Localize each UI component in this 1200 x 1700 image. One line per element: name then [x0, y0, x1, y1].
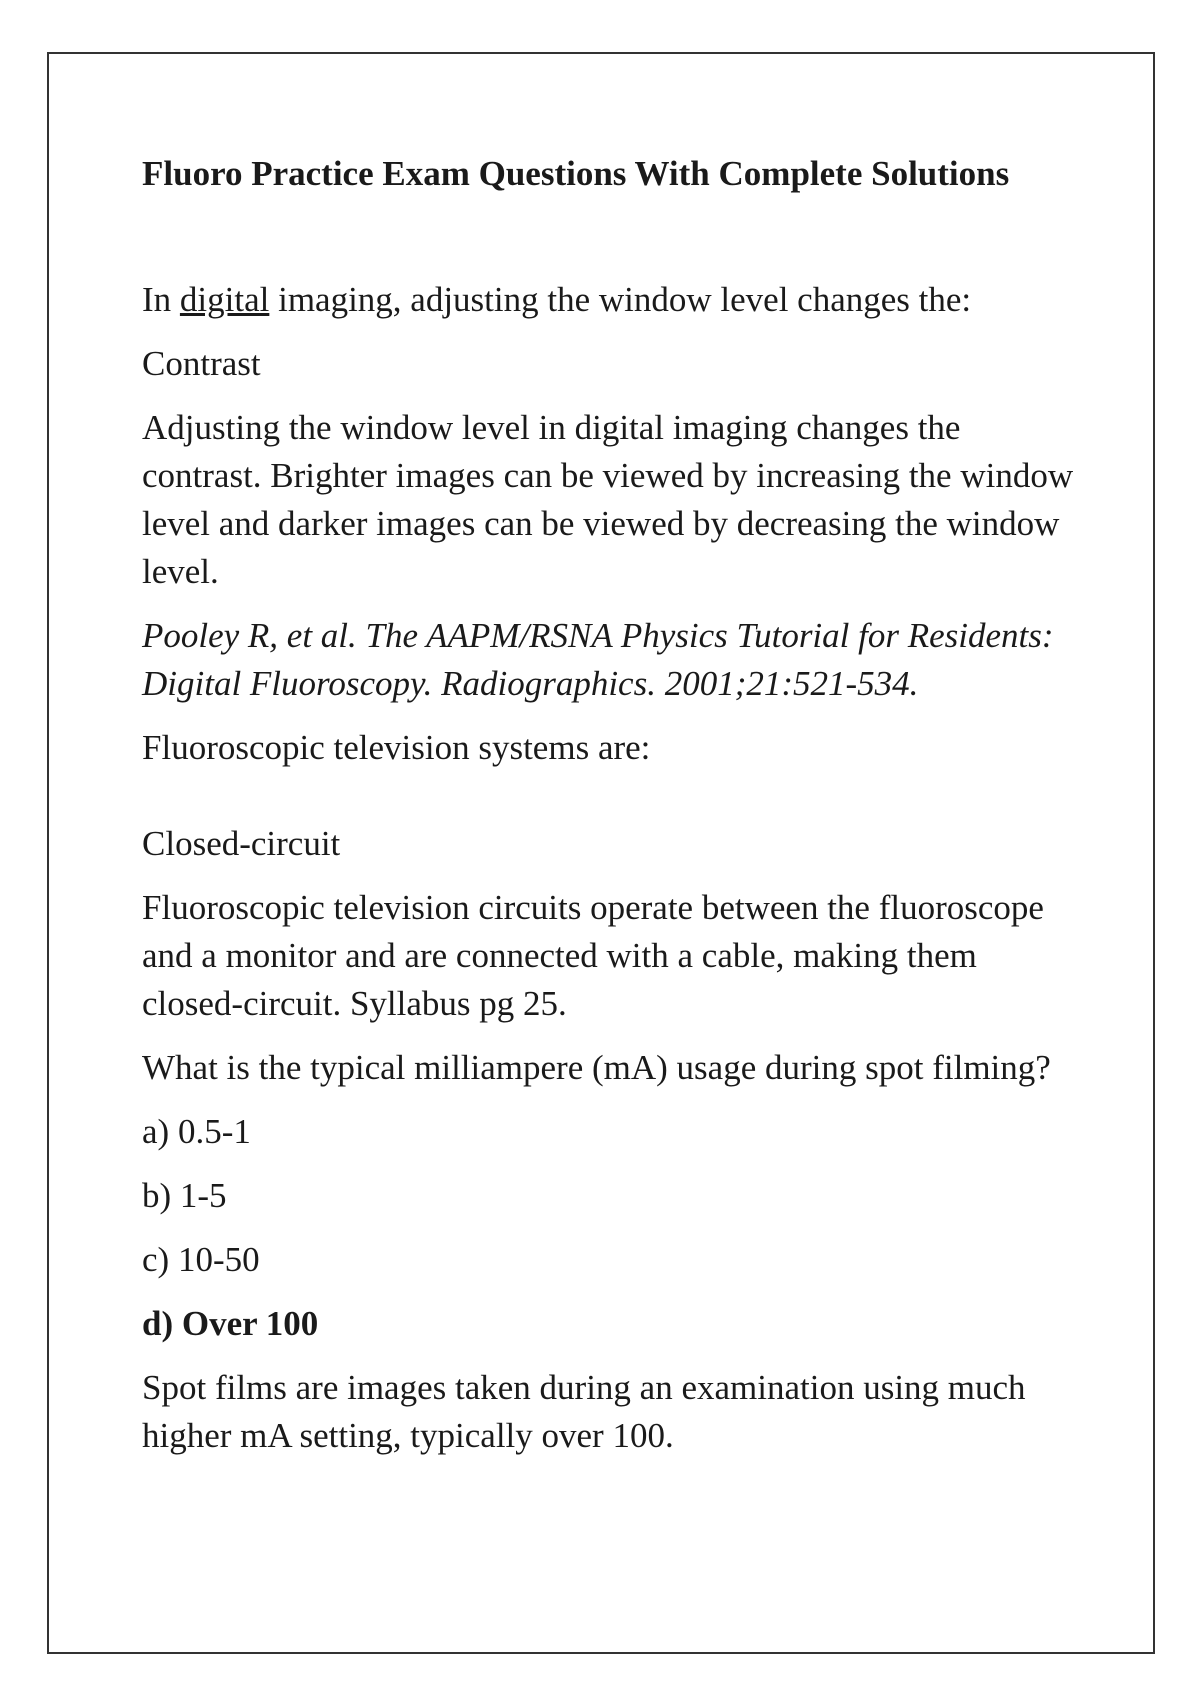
- question-1-underlined-term: digital: [179, 280, 270, 319]
- question-1-suffix: imaging, adjusting the window level changes the:: [269, 280, 972, 319]
- option-a: a) 0.5-1: [142, 1112, 251, 1151]
- question-2: Fluoroscopic television systems are:: [142, 728, 651, 767]
- option-c: c) 10-50: [142, 1240, 260, 1279]
- option-d-correct: d) Over 100: [142, 1304, 319, 1343]
- document-content: [142, 150, 1082, 1476]
- question-1-prefix: In: [142, 280, 180, 319]
- question-1: [142, 276, 1082, 324]
- explanation-3: Spot films are images taken during an examination using much higher mA setting, typically over 100.: [142, 1368, 1026, 1455]
- answer-2: Closed-circuit: [142, 824, 341, 863]
- citation-1: Pooley R, et al. The AAPM/RSNA Physics Tutorial for Residents: Digital Fluoroscopy. Radiographics. 2001;21:521-534.: [142, 616, 1054, 703]
- explanation-2: Fluoroscopic television circuits operate between the fluoroscope and a monitor and are connected with a cable, making them closed-circuit. Syllabus pg 25.: [142, 888, 1044, 1023]
- document-title: Fluoro Practice Exam Questions With Complete Solutions: [142, 154, 1010, 193]
- answer-1: Contrast: [142, 344, 261, 383]
- question-3: What is the typical milliampere (mA) usage during spot filming?: [142, 1048, 1051, 1087]
- explanation-1: Adjusting the window level in digital imaging changes the contrast. Brighter images can be viewed by increasing the window level and darker images can be viewed by decreasing the window level.: [142, 408, 1074, 591]
- option-b: b) 1-5: [142, 1176, 227, 1215]
